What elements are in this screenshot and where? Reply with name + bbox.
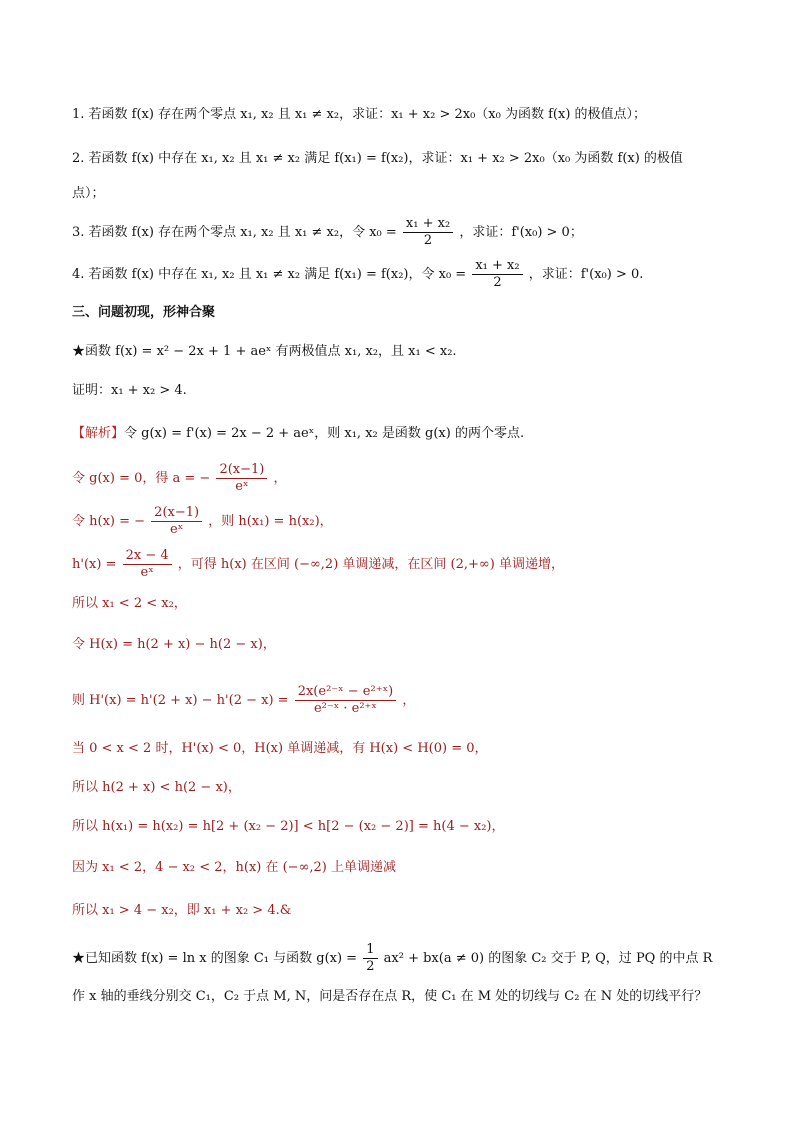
solution-step-4 (72, 548, 564, 581)
problem-2-line-2: 作 x 轴的垂线分别交 C₁，C₂ 于点 M, N，问是否存在点 R，使 C₁ 在 M 处的切线与 C₂ 在 N 处的切线平行？ (72, 989, 708, 1004)
solution-step-11: 因为 x₁ < 2，4 − x₂ < 2，h(x) 在 (−∞,2) 上单调递减 (72, 860, 397, 875)
section-title: 三、问题初现，形神合聚 (72, 305, 216, 320)
solution-step-2 (72, 462, 287, 495)
fraction-numerator: 2x(e²⁻ˣ − e²⁺ˣ) (295, 684, 396, 701)
fraction-denominator: e²⁻ˣ · e²⁺ˣ (313, 701, 377, 716)
solution-step-6: 令 H(x) = h(2 + x) − h(2 − x)， (72, 637, 276, 652)
step-suffix: ， (273, 471, 287, 486)
problem-2-suffix: ax² + bx(a ≠ 0) 的图象 C₂ 交于 P, Q，过 PQ 的中点 R (383, 951, 713, 966)
fraction-denominator: 2 (366, 959, 375, 974)
solution-step-7 (72, 684, 415, 717)
fraction-numerator: 1 (363, 942, 377, 959)
item-2-line-1: 2. 若函数 f(x) 中存在 x₁, x₂ 且 x₁ ≠ x₂ 满足 f(x₁) = f(x₂)，求证：x₁ + x₂ > 2x₀（x₀ 为函数 f(x) 的极值 (72, 151, 683, 166)
solution-step-12: 所以 x₁ > 4 − x₂，即 x₁ + x₂ > 4.& (72, 903, 292, 918)
fraction-denominator: 2 (423, 233, 433, 248)
step-suffix: ， (402, 693, 416, 708)
solution-step-8: 当 0 < x < 2 时，H'(x) < 0，H(x) 单调递减，有 H(x) < H(0) = 0， (72, 741, 488, 756)
step-fraction (216, 462, 267, 495)
item-4-fraction (472, 258, 522, 291)
fraction-numerator: x₁ + x₂ (403, 216, 453, 233)
solution-step-10: 所以 h(x₁) = h(x₂) = h[2 + (x₂ − 2)] < h[2 − (x₂ − 2)] = h(4 − x₂)， (72, 819, 505, 834)
step-prefix: 令 g(x) = 0，得 a = − (72, 471, 211, 486)
item-3-suffix: ，求证：f'(x₀) > 0； (459, 225, 583, 240)
problem-1-statement: ★函数 f(x) = x² − 2x + 1 + aeˣ 有两极值点 x₁, x₂，且 x₁ < x₂. (72, 344, 457, 359)
item-4 (72, 258, 643, 291)
fraction-denominator: 2 (493, 275, 502, 290)
step-suffix: ，可得 h(x) 在区间 (−∞,2) 单调递减，在区间 (2,+∞) 单调递增， (177, 557, 564, 572)
step-fraction (123, 548, 172, 581)
problem-2-prefix: ★已知函数 f(x) = ln x 的图象 C₁ 与函数 g(x) = (72, 951, 358, 966)
solution-step-1 (72, 425, 524, 443)
problem-1-prove: 证明：x₁ + x₂ > 4. (72, 383, 187, 398)
item-4-prefix: 4. 若函数 f(x) 中存在 x₁, x₂ 且 x₁ ≠ x₂ 满足 f(x₁) = f(x₂)，令 x₀ = (72, 267, 467, 282)
item-3-prefix: 3. 若函数 f(x) 存在两个零点 x₁, x₂ 且 x₁ ≠ x₂，令 x₀ = (72, 225, 397, 240)
fraction-denominator: eˣ (235, 479, 249, 494)
step-fraction (151, 505, 202, 538)
step-prefix: h'(x) = (72, 557, 117, 572)
fraction-denominator: eˣ (140, 565, 154, 580)
problem-2-fraction (363, 942, 377, 975)
fraction-numerator: x₁ + x₂ (472, 258, 522, 275)
problem-2-line-1 (72, 942, 712, 975)
item-3-fraction (403, 216, 453, 249)
item-3 (72, 216, 583, 249)
item-4-suffix: ，求证：f'(x₀) > 0. (528, 267, 644, 282)
solution-step-9: 所以 h(2 + x) < h(2 − x)， (72, 780, 241, 795)
fraction-numerator: 2(x−1) (151, 505, 202, 522)
step-suffix: ，则 h(x₁) = h(x₂)， (208, 514, 333, 529)
fraction-numerator: 2(x−1) (216, 462, 267, 479)
solution-step-3 (72, 505, 333, 538)
step-prefix: 令 h(x) = − (72, 514, 146, 529)
fraction-numerator: 2x − 4 (123, 548, 172, 565)
fraction-denominator: eˣ (170, 522, 184, 537)
item-1: 1. 若函数 f(x) 存在两个零点 x₁, x₂ 且 x₁ ≠ x₂，求证：x₁ + x₂ > 2x₀（x₀ 为函数 f(x) 的极值点）； (72, 107, 647, 122)
analysis-tag: 【解析】 (72, 426, 125, 441)
solution-text: 令 g(x) = f'(x) = 2x − 2 + aeˣ，则 x₁, x₂ 是函数 g(x) 的两个零点. (124, 426, 525, 441)
step-fraction (295, 684, 396, 717)
step-prefix: 则 H'(x) = h'(2 + x) − h'(2 − x) = (72, 693, 289, 708)
item-2-line-2: 点）； (72, 186, 105, 201)
solution-step-5: 所以 x₁ < 2 < x₂， (72, 596, 187, 611)
